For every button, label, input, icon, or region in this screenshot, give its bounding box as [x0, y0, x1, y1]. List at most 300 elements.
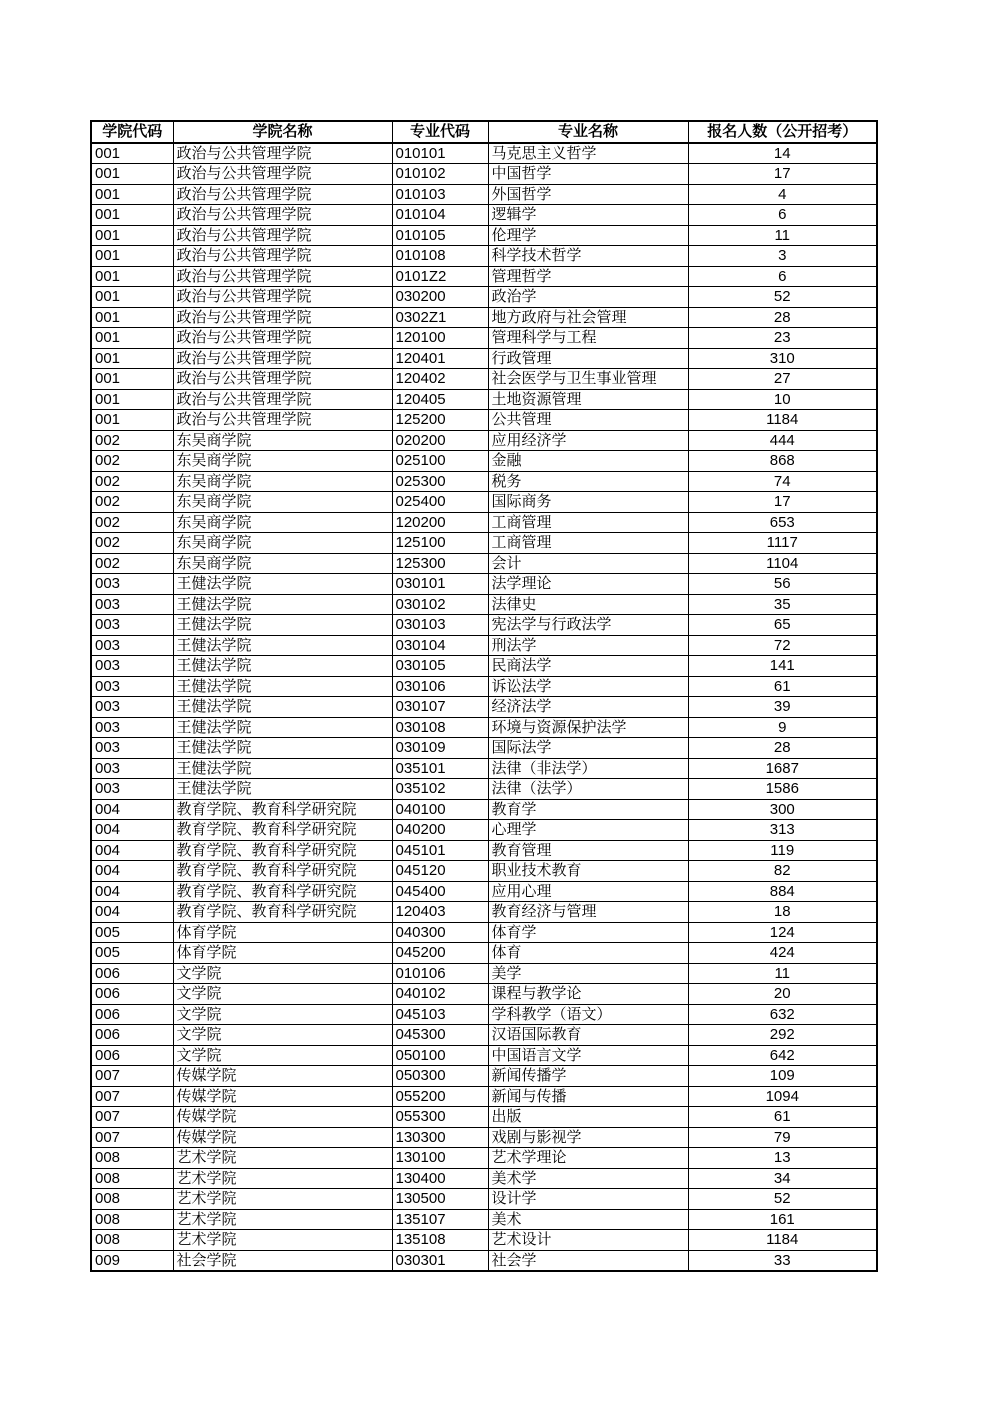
major-name-cell: 新闻与传播 [488, 1086, 688, 1107]
table-row [91, 389, 877, 410]
major-name-cell: 学科教学（语文） [488, 1004, 688, 1025]
major-code-cell: 025300 [392, 471, 488, 492]
college-name-cell: 王健法学院 [173, 594, 392, 615]
table-row [91, 246, 877, 267]
major-name-cell: 刑法学 [488, 635, 688, 656]
major-name-cell: 宪法学与行政法学 [488, 615, 688, 636]
applicants-cell: 292 [688, 1025, 877, 1046]
college-code-cell: 002 [91, 451, 173, 472]
table-row [91, 1066, 877, 1087]
major-code-cell: 010106 [392, 963, 488, 984]
major-name-cell: 税务 [488, 471, 688, 492]
major-name-cell: 教育学 [488, 799, 688, 820]
major-name-cell: 体育 [488, 943, 688, 964]
applicants-cell: 124 [688, 922, 877, 943]
major-name-cell: 法学理论 [488, 574, 688, 595]
major-name-cell: 教育经济与管理 [488, 902, 688, 923]
college-name-cell: 教育学院、教育科学研究院 [173, 840, 392, 861]
major-name-cell: 设计学 [488, 1189, 688, 1210]
college-name-cell: 传媒学院 [173, 1066, 392, 1087]
college-name-cell: 体育学院 [173, 943, 392, 964]
applicants-cell: 1117 [688, 533, 877, 554]
major-code-cell: 120200 [392, 512, 488, 533]
college-name-cell: 文学院 [173, 984, 392, 1005]
college-code-cell: 003 [91, 635, 173, 656]
table-row [91, 287, 877, 308]
major-code-cell: 045400 [392, 881, 488, 902]
table-row [91, 984, 877, 1005]
college-code-cell: 005 [91, 943, 173, 964]
college-name-cell: 王健法学院 [173, 779, 392, 800]
college-name-cell: 政治与公共管理学院 [173, 184, 392, 205]
major-code-cell: 030301 [392, 1250, 488, 1271]
college-name-cell: 艺术学院 [173, 1189, 392, 1210]
major-code-cell: 125100 [392, 533, 488, 554]
applicants-cell: 161 [688, 1209, 877, 1230]
table-row [91, 1025, 877, 1046]
college-code-cell: 003 [91, 738, 173, 759]
college-code-cell: 001 [91, 143, 173, 164]
college-code-cell: 006 [91, 1004, 173, 1025]
college-name-cell: 政治与公共管理学院 [173, 348, 392, 369]
major-name-cell: 中国语言文学 [488, 1045, 688, 1066]
applicants-cell: 4 [688, 184, 877, 205]
college-code-cell: 001 [91, 287, 173, 308]
major-name-cell: 课程与教学论 [488, 984, 688, 1005]
college-code-cell: 001 [91, 205, 173, 226]
header-row [91, 121, 877, 143]
major-name-cell: 艺术学理论 [488, 1148, 688, 1169]
major-name-cell: 美学 [488, 963, 688, 984]
major-name-cell: 管理哲学 [488, 266, 688, 287]
table-row [91, 922, 877, 943]
table-row [91, 656, 877, 677]
major-code-cell: 120403 [392, 902, 488, 923]
major-name-cell: 教育管理 [488, 840, 688, 861]
college-code-cell: 001 [91, 307, 173, 328]
major-code-cell: 030106 [392, 676, 488, 697]
table-row [91, 1045, 877, 1066]
major-name-cell: 法律（非法学） [488, 758, 688, 779]
table-row [91, 779, 877, 800]
header-college-name: 学院名称 [173, 121, 392, 143]
major-name-cell: 应用经济学 [488, 430, 688, 451]
table-row [91, 881, 877, 902]
college-code-cell: 002 [91, 492, 173, 513]
college-code-cell: 001 [91, 389, 173, 410]
applicants-cell: 313 [688, 820, 877, 841]
major-name-cell: 体育学 [488, 922, 688, 943]
applicants-cell: 20 [688, 984, 877, 1005]
major-code-cell: 120100 [392, 328, 488, 349]
major-code-cell: 030105 [392, 656, 488, 677]
applicants-cell: 28 [688, 307, 877, 328]
college-name-cell: 艺术学院 [173, 1209, 392, 1230]
applicants-cell: 642 [688, 1045, 877, 1066]
college-code-cell: 002 [91, 430, 173, 451]
college-name-cell: 政治与公共管理学院 [173, 164, 392, 185]
college-name-cell: 文学院 [173, 1004, 392, 1025]
college-name-cell: 王健法学院 [173, 717, 392, 738]
college-name-cell: 东吴商学院 [173, 471, 392, 492]
applicants-cell: 1184 [688, 410, 877, 431]
major-code-cell: 055300 [392, 1107, 488, 1128]
college-code-cell: 003 [91, 717, 173, 738]
major-code-cell: 050300 [392, 1066, 488, 1087]
applicants-cell: 34 [688, 1168, 877, 1189]
applicants-cell: 72 [688, 635, 877, 656]
college-code-cell: 006 [91, 1045, 173, 1066]
major-name-cell: 心理学 [488, 820, 688, 841]
college-code-cell: 008 [91, 1209, 173, 1230]
college-name-cell: 东吴商学院 [173, 492, 392, 513]
major-name-cell: 民商法学 [488, 656, 688, 677]
college-name-cell: 教育学院、教育科学研究院 [173, 799, 392, 820]
college-code-cell: 004 [91, 881, 173, 902]
college-code-cell: 006 [91, 1025, 173, 1046]
table-row [91, 943, 877, 964]
college-name-cell: 王健法学院 [173, 574, 392, 595]
college-code-cell: 005 [91, 922, 173, 943]
major-code-cell: 030109 [392, 738, 488, 759]
college-code-cell: 001 [91, 246, 173, 267]
applicants-cell: 11 [688, 225, 877, 246]
college-code-cell: 001 [91, 369, 173, 390]
college-name-cell: 东吴商学院 [173, 533, 392, 554]
college-code-cell: 003 [91, 676, 173, 697]
major-code-cell: 010102 [392, 164, 488, 185]
applicants-cell: 310 [688, 348, 877, 369]
college-name-cell: 艺术学院 [173, 1148, 392, 1169]
table-row [91, 1230, 877, 1251]
college-name-cell: 政治与公共管理学院 [173, 369, 392, 390]
college-name-cell: 王健法学院 [173, 738, 392, 759]
college-code-cell: 008 [91, 1148, 173, 1169]
table-row [91, 1250, 877, 1271]
table-row [91, 369, 877, 390]
table-row [91, 738, 877, 759]
college-code-cell: 003 [91, 594, 173, 615]
major-name-cell: 工商管理 [488, 533, 688, 554]
major-name-cell: 金融 [488, 451, 688, 472]
major-code-cell: 030108 [392, 717, 488, 738]
college-name-cell: 教育学院、教育科学研究院 [173, 861, 392, 882]
college-name-cell: 政治与公共管理学院 [173, 328, 392, 349]
college-code-cell: 009 [91, 1250, 173, 1271]
major-code-cell: 030101 [392, 574, 488, 595]
header-major-code: 专业代码 [392, 121, 488, 143]
college-name-cell: 政治与公共管理学院 [173, 307, 392, 328]
major-name-cell: 地方政府与社会管理 [488, 307, 688, 328]
college-code-cell: 003 [91, 574, 173, 595]
major-name-cell: 工商管理 [488, 512, 688, 533]
college-name-cell: 东吴商学院 [173, 512, 392, 533]
college-code-cell: 001 [91, 184, 173, 205]
college-code-cell: 003 [91, 758, 173, 779]
college-code-cell: 001 [91, 328, 173, 349]
college-code-cell: 001 [91, 225, 173, 246]
college-code-cell: 007 [91, 1086, 173, 1107]
applicants-cell: 868 [688, 451, 877, 472]
major-name-cell: 美术 [488, 1209, 688, 1230]
major-name-cell: 公共管理 [488, 410, 688, 431]
major-code-cell: 045101 [392, 840, 488, 861]
applicants-cell: 52 [688, 1189, 877, 1210]
major-name-cell: 伦理学 [488, 225, 688, 246]
major-code-cell: 030104 [392, 635, 488, 656]
major-name-cell: 社会医学与卫生事业管理 [488, 369, 688, 390]
table-row [91, 820, 877, 841]
major-code-cell: 040300 [392, 922, 488, 943]
college-name-cell: 社会学院 [173, 1250, 392, 1271]
applicants-cell: 653 [688, 512, 877, 533]
major-code-cell: 135107 [392, 1209, 488, 1230]
major-name-cell: 国际法学 [488, 738, 688, 759]
table-row [91, 758, 877, 779]
major-code-cell: 125200 [392, 410, 488, 431]
table-row [91, 902, 877, 923]
college-code-cell: 004 [91, 799, 173, 820]
applicants-cell: 13 [688, 1148, 877, 1169]
applicants-cell: 1104 [688, 553, 877, 574]
major-name-cell: 美术学 [488, 1168, 688, 1189]
major-code-cell: 020200 [392, 430, 488, 451]
major-code-cell: 130500 [392, 1189, 488, 1210]
major-name-cell: 应用心理 [488, 881, 688, 902]
major-name-cell: 法律史 [488, 594, 688, 615]
table-row [91, 348, 877, 369]
table-row [91, 143, 877, 164]
table-row [91, 533, 877, 554]
table-row [91, 164, 877, 185]
major-code-cell: 040100 [392, 799, 488, 820]
applicants-cell: 17 [688, 492, 877, 513]
applicants-cell: 1586 [688, 779, 877, 800]
table-row [91, 697, 877, 718]
major-code-cell: 0101Z2 [392, 266, 488, 287]
table-row [91, 963, 877, 984]
college-name-cell: 王健法学院 [173, 656, 392, 677]
college-code-cell: 001 [91, 410, 173, 431]
table-row [91, 553, 877, 574]
college-code-cell: 008 [91, 1189, 173, 1210]
applicants-cell: 61 [688, 676, 877, 697]
college-code-cell: 006 [91, 984, 173, 1005]
major-code-cell: 130100 [392, 1148, 488, 1169]
college-code-cell: 002 [91, 553, 173, 574]
college-name-cell: 政治与公共管理学院 [173, 389, 392, 410]
applicants-cell: 3 [688, 246, 877, 267]
major-code-cell: 025400 [392, 492, 488, 513]
major-name-cell: 会计 [488, 553, 688, 574]
applicants-cell: 39 [688, 697, 877, 718]
table-row [91, 840, 877, 861]
major-name-cell: 管理科学与工程 [488, 328, 688, 349]
college-code-cell: 001 [91, 348, 173, 369]
college-name-cell: 王健法学院 [173, 635, 392, 656]
major-name-cell: 环境与资源保护法学 [488, 717, 688, 738]
college-name-cell: 传媒学院 [173, 1086, 392, 1107]
table-row [91, 861, 877, 882]
college-code-cell: 004 [91, 840, 173, 861]
college-code-cell: 003 [91, 615, 173, 636]
table-row [91, 1004, 877, 1025]
table-row [91, 1168, 877, 1189]
college-name-cell: 王健法学院 [173, 758, 392, 779]
table-row [91, 512, 877, 533]
college-name-cell: 东吴商学院 [173, 430, 392, 451]
table-row [91, 307, 877, 328]
applicants-cell: 424 [688, 943, 877, 964]
college-name-cell: 东吴商学院 [173, 553, 392, 574]
table-row [91, 635, 877, 656]
applicants-cell: 23 [688, 328, 877, 349]
table-row [91, 717, 877, 738]
major-name-cell: 诉讼法学 [488, 676, 688, 697]
college-code-cell: 004 [91, 820, 173, 841]
college-name-cell: 体育学院 [173, 922, 392, 943]
college-code-cell: 004 [91, 902, 173, 923]
college-name-cell: 文学院 [173, 1025, 392, 1046]
college-code-cell: 007 [91, 1066, 173, 1087]
major-code-cell: 030200 [392, 287, 488, 308]
major-code-cell: 025100 [392, 451, 488, 472]
college-name-cell: 王健法学院 [173, 676, 392, 697]
college-name-cell: 政治与公共管理学院 [173, 205, 392, 226]
major-code-cell: 120401 [392, 348, 488, 369]
college-name-cell: 艺术学院 [173, 1230, 392, 1251]
college-code-cell: 003 [91, 656, 173, 677]
college-code-cell: 006 [91, 963, 173, 984]
major-code-cell: 135108 [392, 1230, 488, 1251]
applicants-cell: 1687 [688, 758, 877, 779]
applicants-cell: 52 [688, 287, 877, 308]
major-code-cell: 010108 [392, 246, 488, 267]
header-college-code: 学院代码 [91, 121, 173, 143]
college-code-cell: 003 [91, 697, 173, 718]
college-name-cell: 教育学院、教育科学研究院 [173, 881, 392, 902]
applicants-cell: 632 [688, 1004, 877, 1025]
college-code-cell: 002 [91, 471, 173, 492]
major-code-cell: 010104 [392, 205, 488, 226]
table-row [91, 615, 877, 636]
table-row [91, 410, 877, 431]
college-code-cell: 002 [91, 533, 173, 554]
applicants-cell: 65 [688, 615, 877, 636]
applicants-cell: 9 [688, 717, 877, 738]
major-code-cell: 040102 [392, 984, 488, 1005]
college-code-cell: 002 [91, 512, 173, 533]
table-row [91, 328, 877, 349]
applicants-cell: 74 [688, 471, 877, 492]
applicants-cell: 6 [688, 266, 877, 287]
major-code-cell: 045300 [392, 1025, 488, 1046]
major-code-cell: 0302Z1 [392, 307, 488, 328]
college-name-cell: 艺术学院 [173, 1168, 392, 1189]
college-code-cell: 007 [91, 1107, 173, 1128]
major-code-cell: 130400 [392, 1168, 488, 1189]
table-row [91, 1127, 877, 1148]
table-row [91, 594, 877, 615]
college-code-cell: 007 [91, 1127, 173, 1148]
college-code-cell: 001 [91, 266, 173, 287]
major-code-cell: 035101 [392, 758, 488, 779]
applicants-cell: 79 [688, 1127, 877, 1148]
applicants-cell: 109 [688, 1066, 877, 1087]
table-row [91, 266, 877, 287]
major-code-cell: 125300 [392, 553, 488, 574]
major-code-cell: 050100 [392, 1045, 488, 1066]
table-row [91, 676, 877, 697]
major-name-cell: 法律（法学） [488, 779, 688, 800]
college-code-cell: 001 [91, 164, 173, 185]
table-row [91, 1086, 877, 1107]
applicants-cell: 119 [688, 840, 877, 861]
table-row [91, 225, 877, 246]
table-row [91, 451, 877, 472]
college-code-cell: 003 [91, 779, 173, 800]
major-name-cell: 戏剧与影视学 [488, 1127, 688, 1148]
applicants-cell: 61 [688, 1107, 877, 1128]
applicants-cell: 10 [688, 389, 877, 410]
college-name-cell: 王健法学院 [173, 615, 392, 636]
applicants-cell: 56 [688, 574, 877, 595]
table-row [91, 492, 877, 513]
college-code-cell: 008 [91, 1168, 173, 1189]
college-name-cell: 文学院 [173, 1045, 392, 1066]
table-row [91, 1107, 877, 1128]
college-name-cell: 传媒学院 [173, 1127, 392, 1148]
applicants-cell: 6 [688, 205, 877, 226]
major-code-cell: 045120 [392, 861, 488, 882]
applicants-cell: 141 [688, 656, 877, 677]
header-applicants: 报名人数（公开招考） [688, 121, 877, 143]
major-code-cell: 055200 [392, 1086, 488, 1107]
college-name-cell: 王健法学院 [173, 697, 392, 718]
applicants-cell: 14 [688, 143, 877, 164]
major-name-cell: 土地资源管理 [488, 389, 688, 410]
table-body [91, 143, 877, 1272]
applicants-table [90, 120, 878, 1272]
applicants-cell: 28 [688, 738, 877, 759]
major-code-cell: 045200 [392, 943, 488, 964]
applicants-cell: 300 [688, 799, 877, 820]
major-code-cell: 030103 [392, 615, 488, 636]
major-code-cell: 120402 [392, 369, 488, 390]
major-name-cell: 外国哲学 [488, 184, 688, 205]
college-code-cell: 008 [91, 1230, 173, 1251]
applicants-cell: 1184 [688, 1230, 877, 1251]
college-code-cell: 004 [91, 861, 173, 882]
major-name-cell: 职业技术教育 [488, 861, 688, 882]
college-name-cell: 文学院 [173, 963, 392, 984]
major-name-cell: 马克思主义哲学 [488, 143, 688, 164]
applicants-cell: 35 [688, 594, 877, 615]
college-name-cell: 传媒学院 [173, 1107, 392, 1128]
table-row [91, 1189, 877, 1210]
applicants-cell: 17 [688, 164, 877, 185]
major-code-cell: 010101 [392, 143, 488, 164]
table-row [91, 1148, 877, 1169]
table-row [91, 471, 877, 492]
major-code-cell: 035102 [392, 779, 488, 800]
college-name-cell: 东吴商学院 [173, 451, 392, 472]
major-code-cell: 010105 [392, 225, 488, 246]
major-name-cell: 中国哲学 [488, 164, 688, 185]
major-code-cell: 045103 [392, 1004, 488, 1025]
major-name-cell: 汉语国际教育 [488, 1025, 688, 1046]
table-row [91, 799, 877, 820]
